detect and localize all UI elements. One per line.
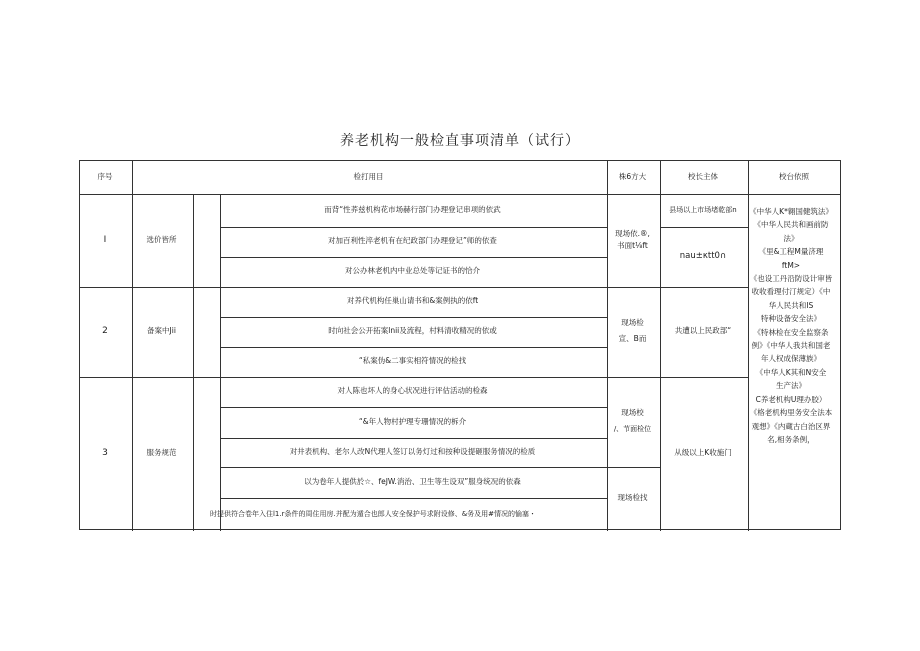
check-item: 以为卷年人提供於☆、feJW.消治、卫生等生设双”服身统况的依森	[304, 476, 521, 486]
basis-line: C养老机构U理办胶）	[755, 394, 827, 404]
method-text: /、节面检位	[613, 425, 652, 433]
header-seq: 序号	[97, 171, 113, 181]
method-text: 现场检	[621, 318, 644, 327]
check-item: “&年人物村护理专珊情况的柝介	[358, 416, 467, 426]
basis-line: 名,相务条例，	[767, 434, 815, 444]
basis-line: 收收看理付汀规定）《中	[751, 287, 831, 297]
basis-line: 《格老机构里务安全法本	[749, 408, 833, 418]
method-cell	[606, 193, 659, 286]
check-item: 对井表机构、老尔人改N代理人签订以务灯过和按种设提砸服务情况的检质	[289, 446, 536, 456]
basis-line: 《中华人K*翱国健筑法》	[749, 207, 833, 216]
basis-line: 《特林检在安全监察条	[753, 327, 829, 337]
basis-line: 生产法》	[776, 381, 806, 391]
legal-basis-list	[749, 205, 833, 446]
group-seq: 2	[102, 326, 108, 336]
method-text: 现场校	[621, 408, 644, 417]
check-item: 对人陈也坏人的身心状况进行评估活动的检森	[337, 386, 488, 395]
check-item: 对养代机构任巢山请书和&案例执的依ft	[346, 296, 479, 305]
method-text: 宣、B而	[618, 334, 647, 343]
basis-line: 《也设工丹沿防设计审皆	[749, 274, 833, 284]
header-basis: 校台依照	[779, 171, 809, 181]
check-item: 对公办林老机内中业总处等记证书的恰介	[345, 266, 480, 275]
basis-line: 华人民共和IS	[768, 300, 814, 310]
group-category: 备案中Jii	[147, 326, 176, 335]
group-seq: 3	[102, 448, 108, 458]
method-cell	[606, 286, 659, 376]
basis-line: 《中华人民共和画前防	[753, 220, 829, 230]
method-cell	[606, 376, 659, 466]
basis-line: 《里&工程M量济理	[758, 247, 824, 257]
method-text: 书面t⅛ft	[617, 240, 648, 250]
basis-line: 年人权成保薄族》	[761, 354, 821, 364]
group-category: 选价皆所	[146, 234, 177, 244]
basis-line: 《中华人K其和N安全	[755, 367, 827, 377]
header-method: 株6方大	[618, 171, 647, 181]
basis-line: 法》	[783, 233, 799, 243]
check-item: 时提供符合卷年入住l1.r条件的周住用房.并配为遁合也郎人安全保护号求附设修、&务及用#情况的愉塞・	[209, 509, 537, 518]
subject-cell: 从级以上K收施门	[674, 448, 732, 457]
header-subject: 校长主体	[688, 171, 718, 181]
group-seq: I	[103, 234, 107, 245]
check-item: 对加百利性淬老机有在纪政部门办理登记”师的依查	[328, 236, 497, 245]
basis-line: 例》《中华人我共和国老	[751, 341, 831, 351]
check-item: 而背“性荞兹机构花市场赫行部门办理登记串项的依武	[324, 204, 501, 214]
header-item: 检打用目	[353, 171, 384, 181]
page-title: 养老机构一般检直事项清单（试行）	[340, 133, 580, 149]
subject-cell: nau±κtt0∩	[679, 251, 727, 261]
method-cell: 现场检找	[617, 493, 648, 502]
subject-cell: 共遭以上民政部“	[674, 326, 732, 335]
basis-line: 观想》《内蔵古白治区界	[751, 421, 831, 431]
check-item: “私案伪&二事实相符情况的检找	[358, 356, 467, 365]
group-category: 服务规范	[146, 448, 177, 457]
method-text: 现场依.®,	[615, 228, 650, 238]
col-line	[193, 194, 194, 531]
check-item: 时向社会公开拓案lnii及流程，村料清收精况的依或	[328, 326, 497, 335]
basis-line: ftM>	[781, 260, 801, 270]
subject-cell: 县场以上市场堵乾部n	[669, 205, 737, 214]
basis-line: 特种设备安全法》	[761, 314, 821, 324]
